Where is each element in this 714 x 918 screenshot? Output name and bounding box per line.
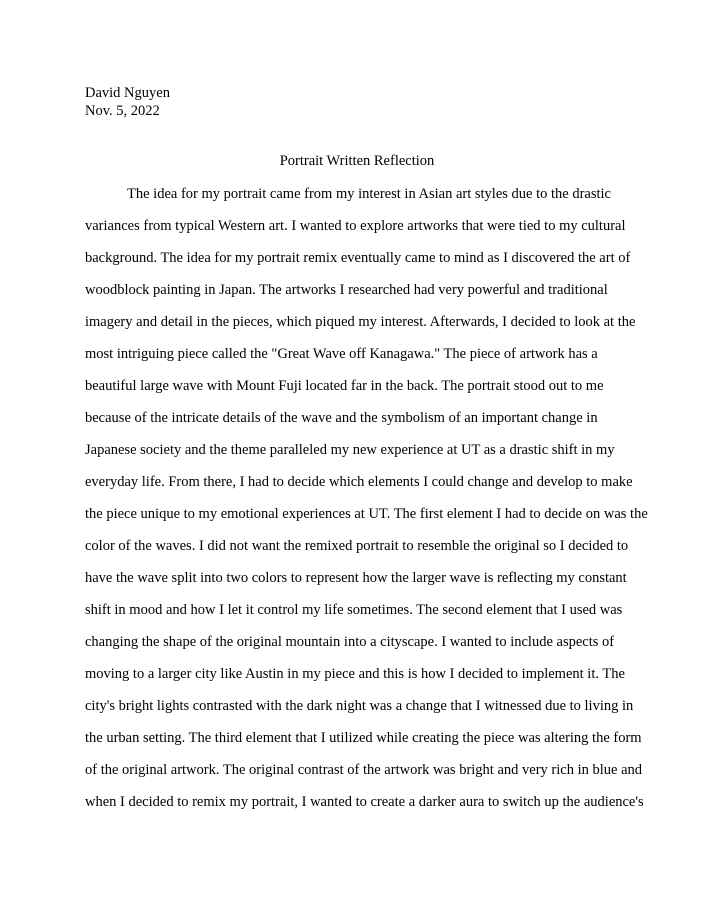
document-title: Portrait Written Reflection [279, 153, 435, 169]
body-line: when I decided to remix my portrait, I wanted to create a darker aura to switch up the audience's [85, 794, 644, 810]
body-line: moving to a larger city like Austin in my piece and this is how I decided to implement it. The [85, 666, 625, 682]
body-line: changing the shape of the original mountain into a cityscape. I wanted to include aspects of [85, 634, 615, 650]
body-line: most intriguing piece called the "Great Wave off Kanagawa." The piece of artwork has a [85, 346, 598, 362]
body-line: city's bright lights contrasted with the dark night was a change that I witnessed due to living in [85, 698, 634, 714]
body-line: background. The idea for my portrait remix eventually came to mind as I discovered the art of [85, 250, 631, 266]
body-line: variances from typical Western art. I wanted to explore artworks that were tied to my cultural [85, 218, 626, 234]
author-name: David Nguyen [85, 85, 170, 101]
body-line: woodblock painting in Japan. The artworks I researched had very powerful and traditional [85, 282, 608, 298]
document-date: Nov. 5, 2022 [85, 103, 160, 119]
body-line: beautiful large wave with Mount Fuji located far in the back. The portrait stood out to me [85, 378, 604, 394]
body-line: Japanese society and the theme paralleled my new experience at UT as a drastic shift in my [85, 442, 615, 458]
body-line: imagery and detail in the pieces, which piqued my interest. Afterwards, I decided to look at the [85, 314, 636, 330]
body-line: color of the waves. I did not want the remixed portrait to resemble the original so I decided to [85, 538, 629, 554]
body-line: shift in mood and how I let it control my life sometimes. The second element that I used was [85, 602, 623, 618]
body-line: the piece unique to my emotional experiences at UT. The first element I had to decide on was the [85, 506, 648, 522]
body-line: everyday life. From there, I had to decide which elements I could change and develop to make [85, 474, 633, 490]
body-line: the urban setting. The third element that I utilized while creating the piece was altering the form [85, 730, 642, 746]
body-line: have the wave split into two colors to represent how the larger wave is reflecting my constant [85, 570, 627, 586]
body-line: The idea for my portrait came from my interest in Asian art styles due to the drastic [127, 186, 611, 202]
body-line: of the original artwork. The original contrast of the artwork was bright and very rich in blue and [85, 762, 643, 778]
body-line: because of the intricate details of the wave and the symbolism of an important change in [85, 410, 598, 426]
